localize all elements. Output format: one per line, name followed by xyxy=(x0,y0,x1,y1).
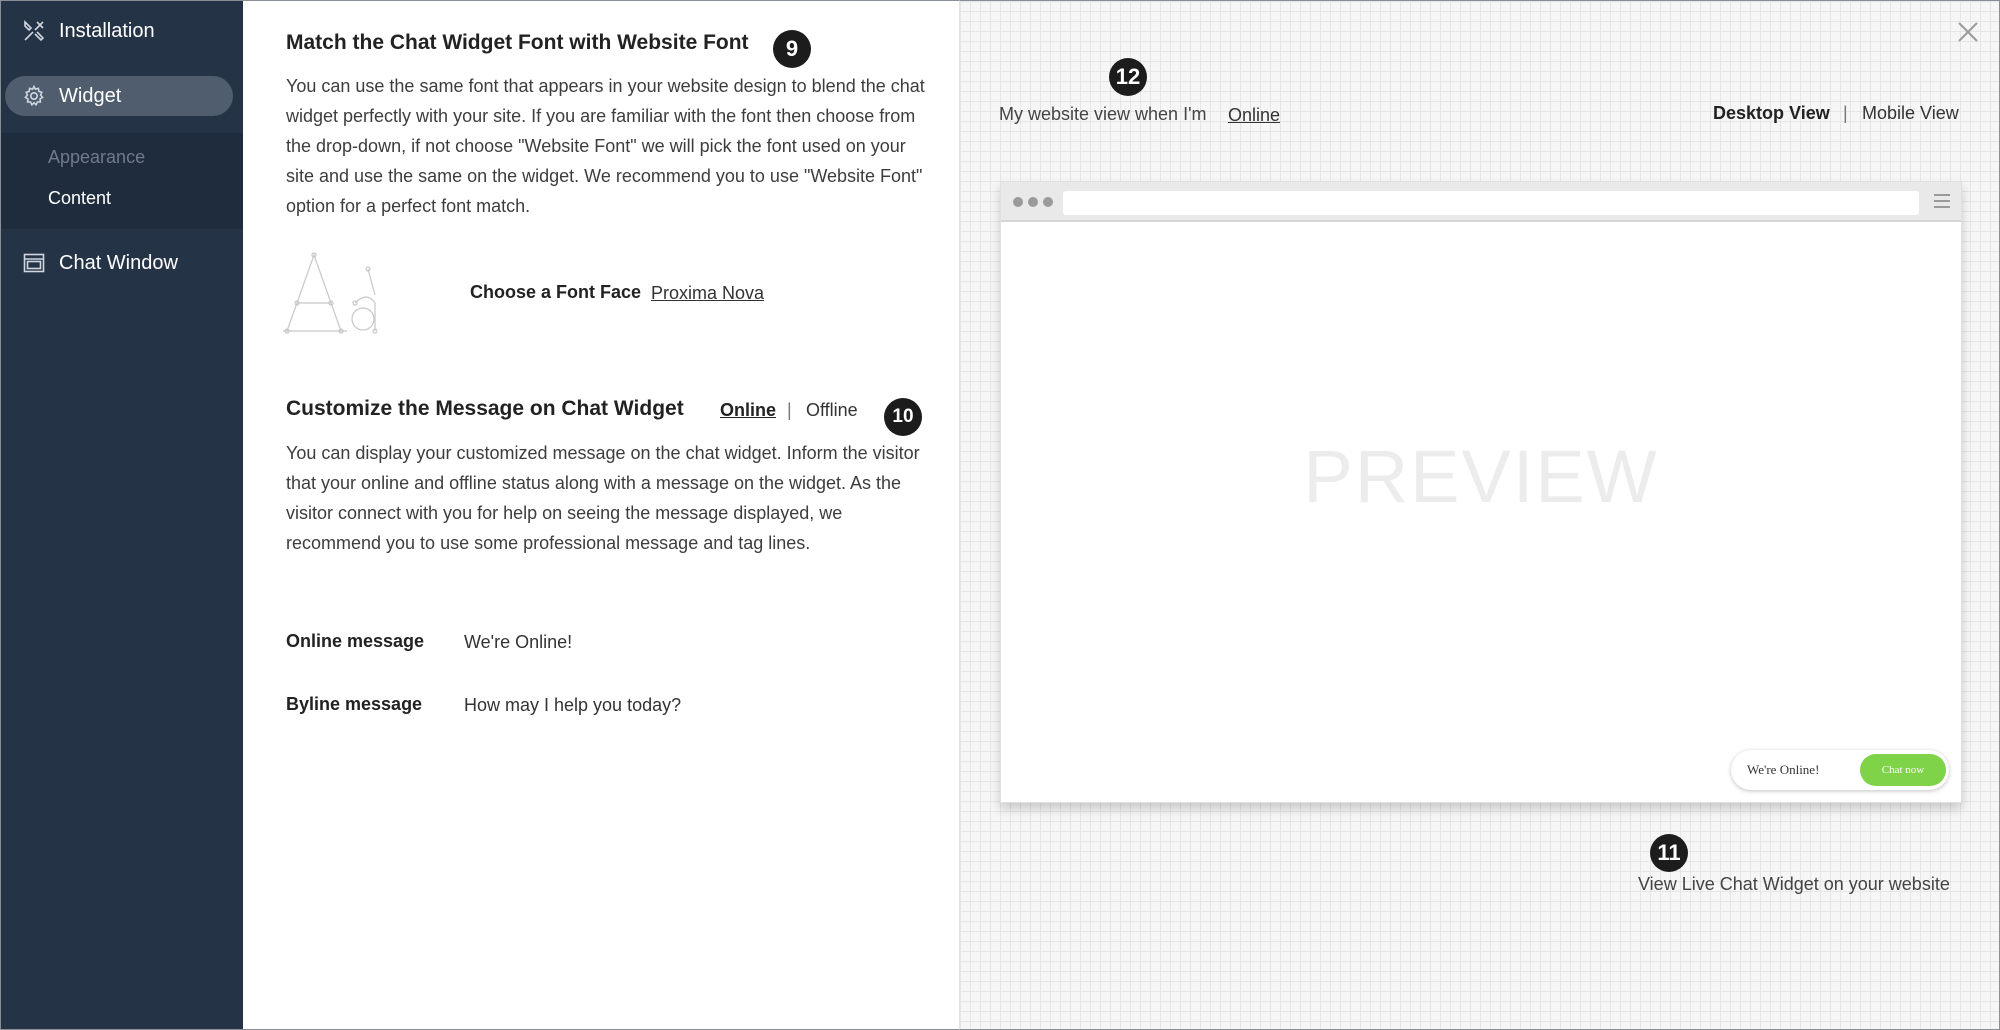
subnav-item-appearance[interactable]: Appearance xyxy=(48,147,146,167)
online-message-label: Online message xyxy=(286,631,425,651)
address-bar xyxy=(1063,191,1919,215)
gear-icon xyxy=(21,83,47,109)
sidebar-item-label: Widget xyxy=(59,84,122,107)
content-panel xyxy=(243,0,959,1030)
sidebar-item-installation[interactable] xyxy=(5,11,233,51)
view-separator: | xyxy=(1843,103,1848,123)
status-dropdown[interactable]: Online xyxy=(1228,105,1281,125)
step-badge-9: 9 xyxy=(773,30,811,68)
toggle-offline[interactable]: Offline xyxy=(806,400,858,420)
menu-icon xyxy=(1933,192,1951,210)
window-dot xyxy=(1028,197,1038,207)
message-section-description: You can display your customized message on the chat widget. Inform the visitor that your online and offline status along with a message on the widget. As the visitor connect with you for help on seeing the message displayed, we recommend you to use some professional message and tag lines. xyxy=(286,443,920,553)
tools-icon xyxy=(21,18,47,44)
step-badge-10: 10 xyxy=(884,398,922,436)
font-face-label: Choose a Font Face xyxy=(470,282,642,302)
close-icon[interactable] xyxy=(1955,19,1981,45)
chat-widget-preview xyxy=(1731,750,1949,790)
view-live-widget-link[interactable]: View Live Chat Widget on your website xyxy=(1638,874,1950,894)
browser-mockup xyxy=(1000,181,1962,803)
font-face-dropdown[interactable]: Proxima Nova xyxy=(651,283,765,303)
widget-subnav xyxy=(1,133,244,229)
window-icon xyxy=(21,250,47,276)
sidebar-item-label: Chat Window xyxy=(59,251,178,274)
toggle-separator: | xyxy=(787,400,792,420)
widget-online-text: We're Online! xyxy=(1747,762,1820,777)
font-section-title: Match the Chat Widget Font with Website Font xyxy=(286,31,749,54)
chat-now-button[interactable]: Chat now xyxy=(1860,754,1946,786)
mobile-view-tab[interactable]: Mobile View xyxy=(1862,103,1959,123)
byline-message-value[interactable]: How may I help you today? xyxy=(464,695,682,715)
preview-panel xyxy=(959,0,2000,1030)
window-dot xyxy=(1013,197,1023,207)
font-glyph-illustration xyxy=(283,251,383,335)
toggle-online[interactable]: Online xyxy=(720,400,777,420)
browser-toolbar xyxy=(1001,182,1961,222)
online-message-value[interactable]: We're Online! xyxy=(464,632,573,652)
status-prefix: My website view when I'm xyxy=(999,104,1207,124)
desktop-view-tab[interactable]: Desktop View xyxy=(1713,103,1830,123)
sidebar-item-chat-window[interactable] xyxy=(5,243,233,283)
preview-watermark: PREVIEW xyxy=(1303,435,1659,518)
subnav-item-content[interactable]: Content xyxy=(48,188,112,208)
message-section-title: Customize the Message on Chat Widget xyxy=(286,397,684,420)
window-dot xyxy=(1043,197,1053,207)
byline-message-label: Byline message xyxy=(286,694,423,714)
sidebar-item-widget[interactable] xyxy=(5,76,233,116)
font-section-description: You can use the same font that appears in your website design to blend the chat widget perfectly with your site. If you are familiar with the font then choose from the drop-down, if not choose "Website Font" we will pick the font used on your site and use the same on the widget. We recommend you to use "Website Font" option for a perfect font match. xyxy=(286,76,925,216)
sidebar xyxy=(0,0,243,1030)
step-badge-12: 12 xyxy=(1109,58,1147,96)
sidebar-item-label: Installation xyxy=(59,19,155,42)
step-badge-11: 11 xyxy=(1650,834,1688,872)
